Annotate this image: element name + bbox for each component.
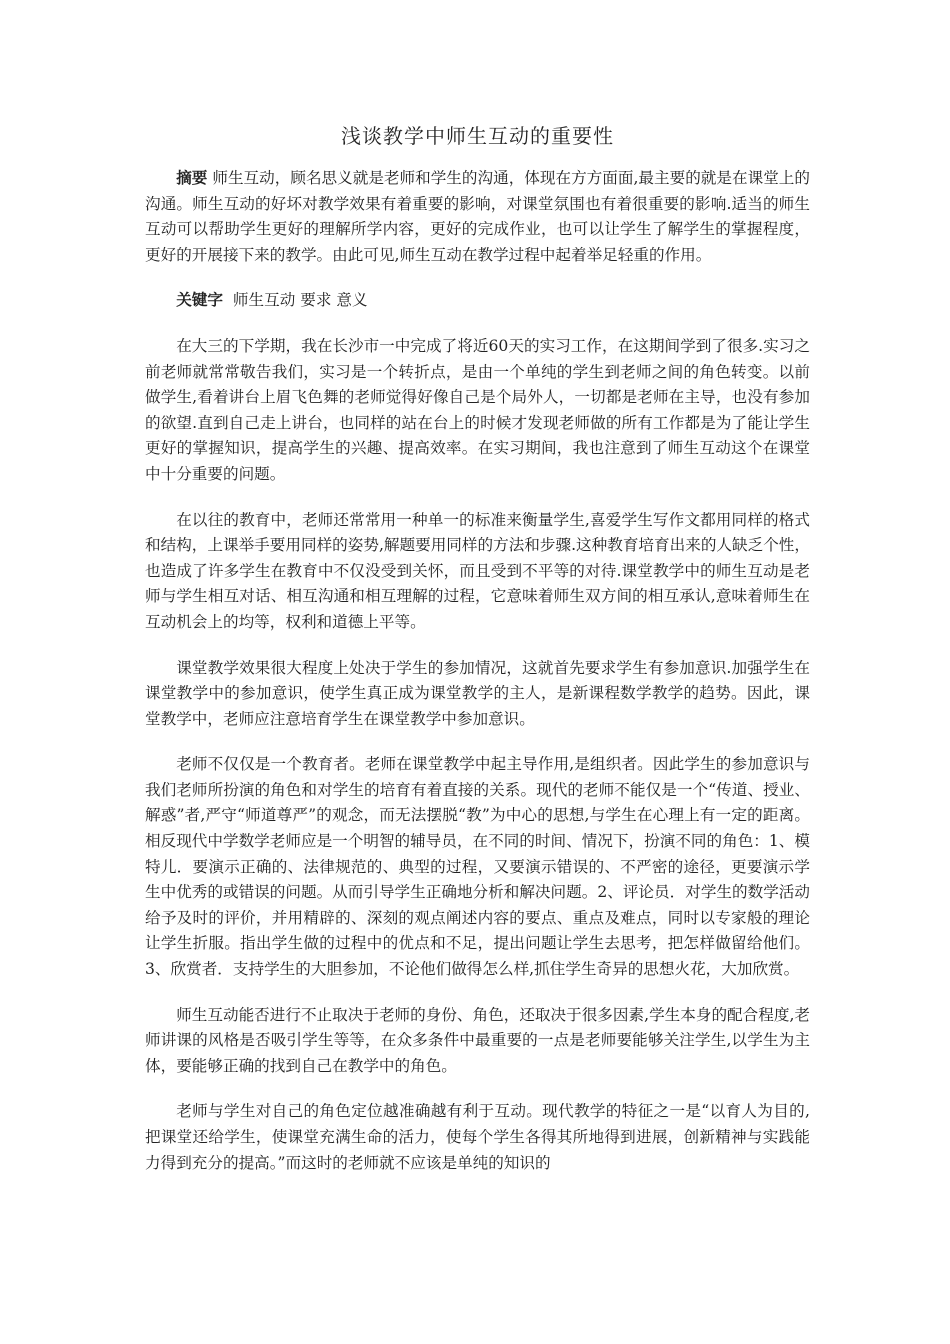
body-paragraph-4: 老师不仅仅是一个教育者。老师在课堂教学中起主导作用,是组织者。因此学生的参加意识与我们老师所扮演的角色和对学生的培育有着直接的关系。现代的老师不能仅是一个“传道、授业、解惑”者,严守“师道尊严”的观念，而无法摆脱“教”为中心的思想,与学生在心理上有一定的距离。相反现代中学数学老师应是一个明智的辅导员，在不同的时间、情况下，扮演不同的角色：1、模特儿．要演示正确的、法律规范的、典型的过程，又要演示错误的、不严密的途径，更要演示学生中优秀的或错误的问题。从而引导学生正确地分析和解决问题。2、评论员．对学生的数学活动给予及时的评价，并用精辟的、深刻的观点阐述内容的要点、重点及难点，同时以专家般的理论让学生折服。指出学生做的过程中的优点和不足，提出问题让学生去思考，把怎样做留给他们。3、欣赏者．支持学生的大胆参加，不论他们做得怎么样,抓住学生奇异的思想火花，大加欣赏。 <box>145 755 810 979</box>
keywords-paragraph <box>145 288 810 314</box>
body-paragraph-1: 在大三的下学期，我在长沙市一中完成了将近60天的实习工作，在这期间学到了很多.实习之前老师就常常敬告我们，实习是一个转折点，是由一个单纯的学生到老师之间的角色转变。以前做学生,看着讲台上眉飞色舞的老师觉得好像自己是个局外人，一切都是老师在主导，也没有参加的欲望.直到自己走上讲台，也同样的站在台上的时候才发现老师做的所有工作都是为了能让学生更好的掌握知识，提高学生的兴趣、提高效率。在实习期间，我也注意到了师生互动这个在课堂中十分重要的问题。 <box>145 336 810 483</box>
body-paragraph-5: 师生互动能否进行不止取决于老师的身份、角色，还取决于很多因素,学生本身的配合程度,老师讲课的风格是否吸引学生等等，在众多条件中最重要的一点是老师要能够关注学生,以学生为主体，要能够正确的找到自己在教学中的角色。 <box>145 1005 810 1075</box>
document-title: 浅谈教学中师生互动的重要性 <box>341 124 614 148</box>
abstract-text: 师生互动，顾名思义就是老师和学生的沟通，体现在方方面面,最主要的就是在课堂上的沟通。师生互动的好坏对教学效果有着重要的影响，对课堂氛围也有着很重要的影响.适当的师生互动可以帮助学生更好的理解所学内容，更好的完成作业，也可以让学生了解学生的掌握程度，更好的开展接下来的教学。由此可见,师生互动在教学过程中起着举足轻重的作用。 <box>145 169 810 264</box>
keywords-label: 关键字 <box>176 291 223 310</box>
document-body <box>145 120 810 1196</box>
abstract-paragraph <box>145 166 810 268</box>
abstract-label: 摘要 <box>176 169 208 187</box>
body-paragraph-6: 老师与学生对自己的角色定位越准确越有利于互动。现代教学的特征之一是“以育人为目的,把课堂还给学生，使课堂充满生命的活力，使每个学生各得其所地得到进展，创新精神与实践能力得到充分的提高。”而这时的老师就不应该是单纯的知识的 <box>145 1102 810 1172</box>
keywords-text: 师生互动 要求 意义 <box>232 291 368 310</box>
body-paragraph-2: 在以往的教育中，老师还常常用一种单一的标准来衡量学生,喜爱学生写作文都用同样的格式和结构，上课举手要用同样的姿势,解题要用同样的方法和步骤.这种教育培育出来的人缺乏个性，也造成了许多学生在教育中不仅没受到关怀，而且受到不平等的对待.课堂教学中的师生互动是老师与学生相互对话、相互沟通和相互理解的过程，它意味着师生双方间的相互承认,意味着师生在互动机会上的均等，权利和道德上平等。 <box>145 510 810 631</box>
body-paragraph-3: 课堂教学效果很大程度上处决于学生的参加情况，这就首先要求学生有参加意识.加强学生在课堂教学中的参加意识，使学生真正成为课堂教学的主人，是新课程数学教学的趋势。因此，课堂教学中，老师应注意培育学生在课堂教学中参加意识。 <box>145 658 810 728</box>
